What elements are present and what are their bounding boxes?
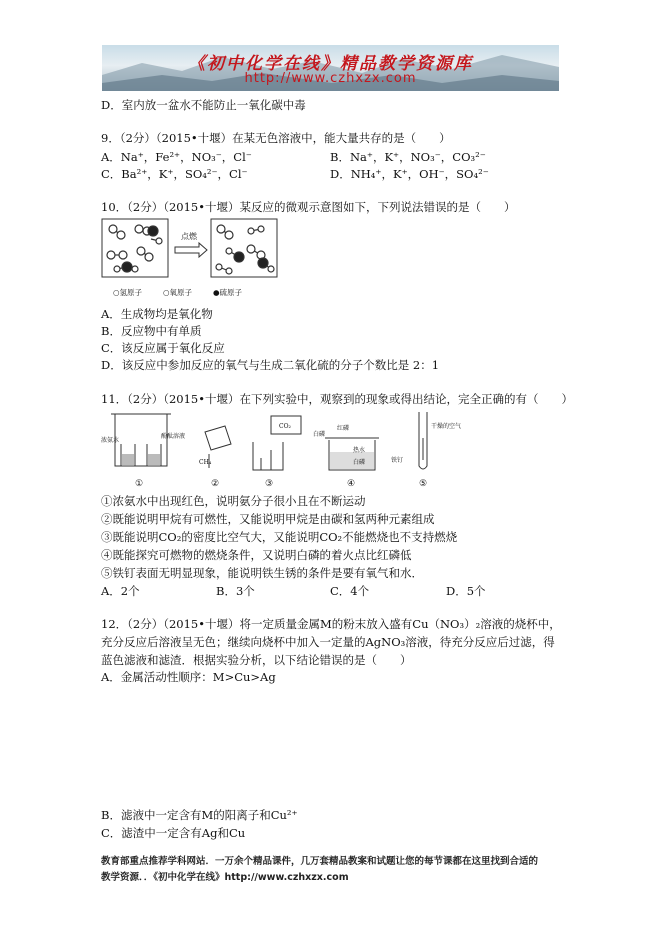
q11-statement-1: ①浓氨水中出现红色，说明氨分子很小且在不断运动 (101, 494, 366, 508)
q9-option-a: A．Na⁺，Fe²⁺，NO₃⁻，Cl⁻ (101, 150, 252, 164)
f4-white-p-label: 白磷 (313, 431, 326, 438)
banner-url[interactable]: http://www.czhxzx.com (244, 71, 417, 86)
legend-hydrogen: ○氢原子 (113, 288, 143, 297)
q12-option-b: B．滤液中一定含有M的阳离子和Cu²⁺ (101, 808, 298, 822)
q12-stem-line1: 12．（2分）（2015•十堰）将一定质量金属M的粉末放入盛有Cu（NO₃）₂溶液的烧杯中， (101, 617, 561, 631)
q12-stem-line3: 蓝色滤液和滤渣．根据实验分析，以下结论错误的是（ ） (101, 653, 412, 667)
f4-white-p2-label: 白磷 (353, 459, 366, 466)
q11-statement-4: ④既能探究可燃物的燃烧条件，又说明白磷的着火点比红磷低 (101, 548, 412, 562)
f3-co2-label: CO₂ (279, 423, 291, 430)
footer-line-2[interactable]: 教学资源．．《初中化学在线》http://www.czhxzx.com (101, 872, 349, 883)
header-banner (102, 45, 559, 91)
legend-oxygen: ○氧原子 (163, 288, 193, 297)
q11-statement-3: ③既能说明CO₂的密度比空气大，又能说明CO₂不能燃烧也不支持燃烧 (101, 530, 458, 544)
q11-experiment-figures (101, 408, 461, 490)
q11-option-a: A．2个 (101, 584, 140, 598)
fig-num-3: ③ (265, 479, 274, 489)
q11-statement-5: ⑤铁钉表面无明显现象，能说明铁生锈的条件是要有氧气和水． (101, 566, 423, 580)
q10-arrow-label: 点燃 (181, 232, 197, 241)
f5-dry-air-label: 干燥的空气 (431, 423, 461, 430)
f1-phenol-label: 酚酞溶液 (161, 433, 186, 440)
q10-reaction-arrow (175, 243, 207, 257)
f2-ch4-label: CH₄ (199, 459, 212, 466)
q11-statement-2: ②既能说明甲烷有可燃性，又能说明甲烷是由碳和氢两种元素组成 (101, 512, 435, 526)
fig-num-2: ② (211, 479, 220, 489)
q12-stem-line2: 充分反应后溶液呈无色；继续向烧杯中加入一定量的AgNO₃溶液，待充分反应后过滤，得 (101, 635, 555, 649)
q9-option-c: C．Ba²⁺，K⁺，SO₄²⁻，Cl⁻ (101, 167, 248, 181)
f5-nail-label: 铁钉 (391, 457, 404, 464)
f4-red-p-label: 红磷 (337, 425, 350, 432)
q10-option-d: D．该反应中参加反应的氧气与生成二氧化硫的分子个数比是 2：1 (101, 358, 440, 372)
q9-option-b: B．Na⁺，K⁺，NO₃⁻，CO₃²⁻ (330, 150, 486, 164)
q11-stem: 11．（2分）（2015•十堰）在下列实验中，观察到的现象或得出结论，完全正确的有（ ） (101, 392, 573, 406)
fig-num-1: ① (135, 479, 144, 489)
legend-sulfur: ●硫原子 (213, 288, 243, 297)
q10-micro-diagram (101, 217, 286, 302)
f4-hot-water-label: 热水 (353, 447, 366, 454)
q10-option-b: B．反应物中有单质 (101, 324, 202, 338)
q10-option-c: C．该反应属于氧化反应 (101, 341, 225, 355)
footer-line-1: 教育部重点推荐学科网站．一万余个精品课件，几万套精品教案和试题让您的每节课都在这里找到合适的 (101, 856, 539, 867)
q9-stem: 9．（2分）（2015•十堰）在某无色溶液中，能大量共存的是（ ） (101, 131, 451, 145)
prev-option-d: D．室内放一盆水不能防止一氧化碳中毒 (101, 98, 306, 112)
banner-title: 《初中化学在线》精品教学资源库 (188, 54, 473, 74)
fig-num-5: ⑤ (419, 479, 428, 489)
q10-stem: 10．（2分）（2015•十堰）某反应的微观示意图如下，下列说法错误的是（ ） (101, 200, 516, 214)
q12-option-a: A．金属活动性顺序：M>Cu>Ag (101, 670, 276, 684)
q10-option-a: A．生成物均是氧化物 (101, 307, 213, 321)
q11-option-b: B．3个 (216, 584, 255, 598)
q9-option-d: D．NH₄⁺，K⁺，OH⁻，SO₄²⁻ (330, 167, 489, 181)
f1-ammonia-label: 浓氨水 (101, 437, 120, 444)
fig-num-4: ④ (347, 479, 356, 489)
q11-option-c: C．4个 (330, 584, 370, 598)
q12-option-c: C．滤渣中一定含有Ag和Cu (101, 826, 246, 840)
q11-option-d: D．5个 (446, 584, 486, 598)
